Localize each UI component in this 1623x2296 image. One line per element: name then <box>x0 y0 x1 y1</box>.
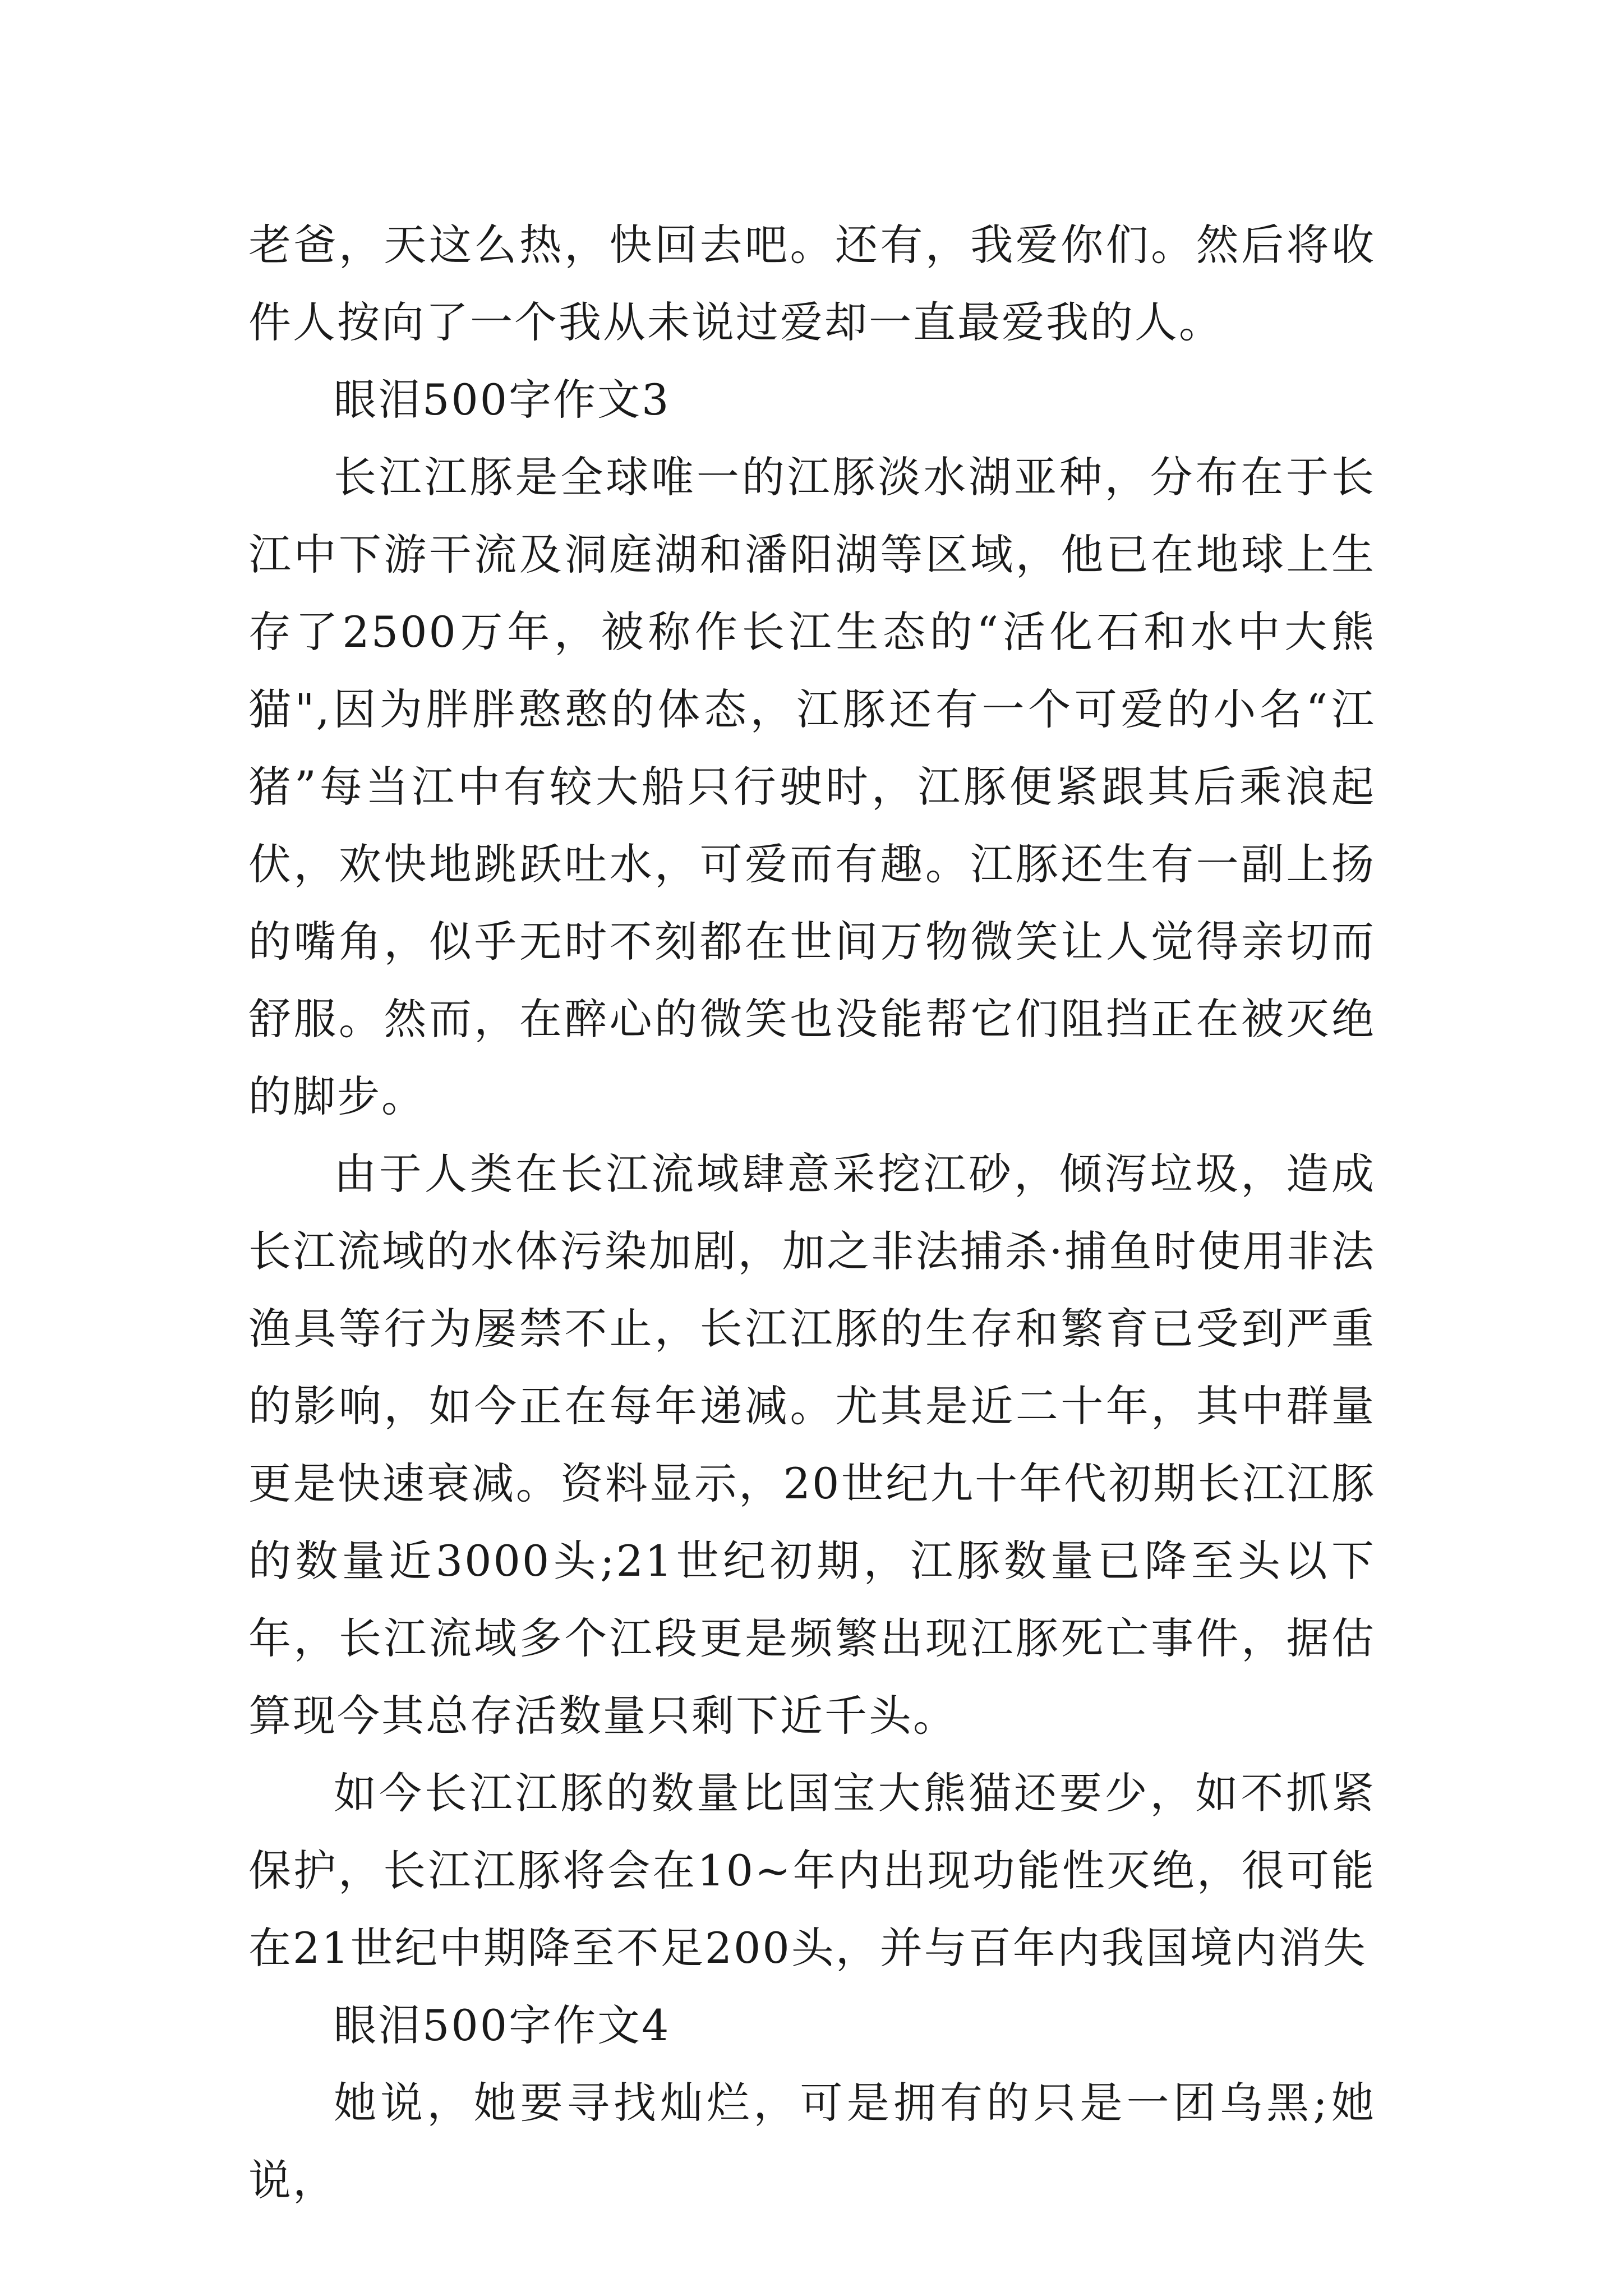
paragraph-essay-4-opening: 她说，她要寻找灿烂，可是拥有的只是一团乌黑;她说， <box>248 2078 1376 2205</box>
essay-heading-3: 眼泪500字作文3 <box>334 375 671 425</box>
paragraph-pollution-and-decline: 由于人类在长江流域肆意采挖江砂，倾泻垃圾，造成长江流域的水体污染加剧，加之非法捕杀·捕鱼时使用非法渔具等行为屡禁不止，长江江豚的生存和繁育已受到严重的影响，如今正在每年递减。尤其是近二十年，其中群量更是快速衰减。资料显示，20世纪九十年代初期长江江豚的数量近3000头;21世纪初期，江豚数量已降至头以下年，长江流域多个江段更是频繁出现江豚死亡事件，据估算现今其总存活数量只剩下近千头。 <box>248 1149 1376 1741</box>
paragraph-letter-ending: 老爸，天这么热，快回去吧。还有，我爱你们。然后将收件人按向了一个我从未说过爱却一直最爱我的人。 <box>248 220 1376 347</box>
essay-heading-4: 眼泪500字作文4 <box>334 2000 671 2050</box>
paragraph-extinction-warning: 如今长江江豚的数量比国宝大熊猫还要少，如不抓紧保护，长江江豚将会在10~年内出现功能性灭绝，很可能在21世纪中期降至不足200头，并与百年内我国境内消失 <box>248 1768 1376 1973</box>
paragraph-yangtze-finless-porpoise-intro: 长江江豚是全球唯一的江豚淡水湖亚种，分布在于长江中下游干流及洞庭湖和潘阳湖等区域，他已在地球上生存了2500万年，被称作长江生态的“活化石和水中大熊猫",因为胖胖憨憨的体态，江豚还有一个可爱的小名“江猪”每当江中有较大船只行驶时，江豚便紧跟其后乘浪起伏，欢快地跳跃吐水，可爱而有趣。江豚还生有一副上扬的嘴角，似乎无时不刻都在世间万物微笑让人觉得亲切而舒服。然而，在醉心的微笑也没能帮它们阻挡正在被灭绝的脚步。 <box>248 452 1376 1121</box>
document-body <box>248 206 1376 2219</box>
